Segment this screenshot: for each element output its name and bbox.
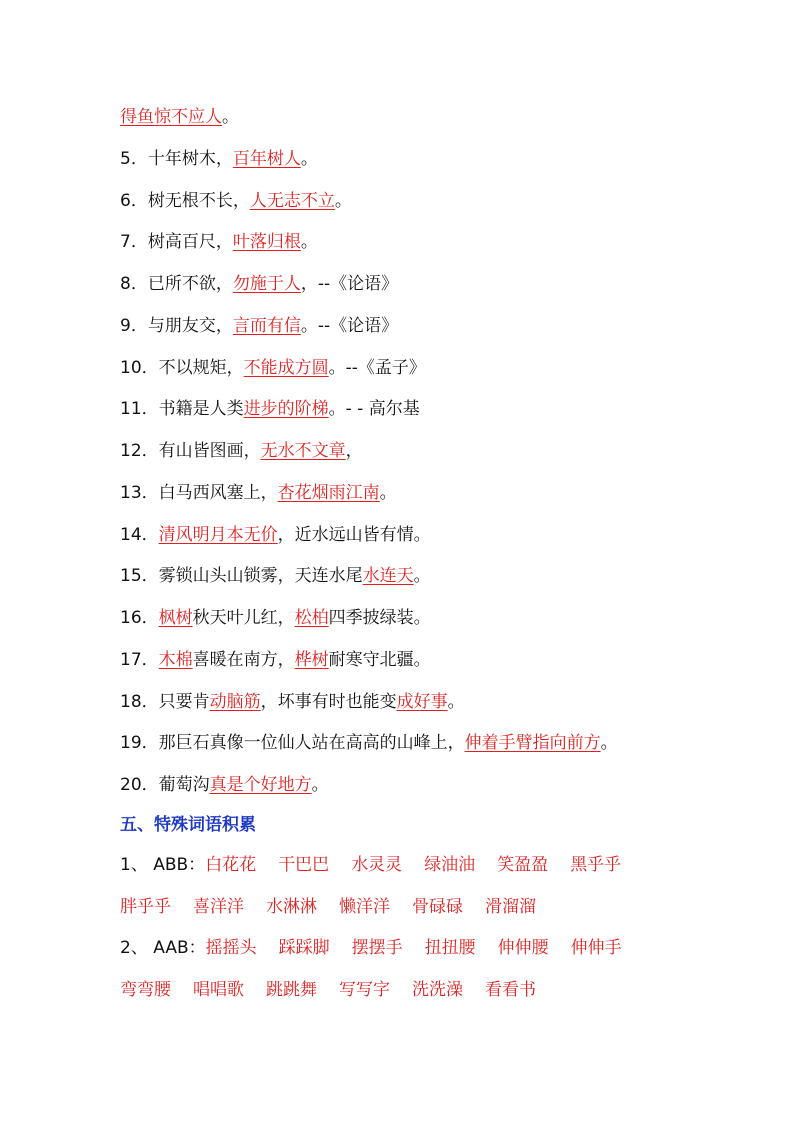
word-item: 干巴巴 bbox=[278, 855, 330, 875]
proverb-line bbox=[120, 102, 239, 132]
line-text: 。 bbox=[379, 483, 397, 503]
word-item: 扭扭腰 bbox=[424, 938, 476, 958]
answer-text: 动脑筋 bbox=[209, 692, 261, 712]
line-text: 9．与朋友交， bbox=[120, 316, 233, 336]
proverb-line bbox=[120, 561, 431, 591]
answer-text: 枫树 bbox=[158, 608, 193, 628]
word-item: 唱唱歌 bbox=[193, 980, 244, 1000]
line-text: 10．不以规矩， bbox=[120, 358, 244, 378]
word-item: 笑盈盈 bbox=[497, 855, 549, 875]
section-heading: 五、特殊词语积累 bbox=[120, 815, 256, 835]
line-text: 。- - 高尔基 bbox=[328, 399, 420, 419]
line-text: 17． bbox=[120, 650, 159, 670]
line-text: 秋天叶儿红， bbox=[192, 608, 295, 628]
word-item: 写写字 bbox=[339, 980, 390, 1000]
line-text: ，--《论语》 bbox=[300, 274, 399, 294]
line-text: ，近水远山皆有情。 bbox=[277, 525, 431, 545]
answer-text: 叶落归根 bbox=[232, 232, 301, 252]
line-text: 20．葡萄沟 bbox=[120, 775, 210, 795]
word-item: 洗洗澡 bbox=[412, 980, 463, 1000]
proverb-line bbox=[120, 728, 618, 758]
word-item: 伸伸手 bbox=[570, 938, 622, 958]
answer-text: 无水不文章 bbox=[260, 441, 346, 461]
answer-text: 桦树 bbox=[294, 650, 329, 670]
word-item: 摆摆手 bbox=[351, 938, 403, 958]
abb-words-row2 bbox=[120, 897, 558, 917]
line-text: 。 bbox=[447, 692, 465, 712]
answer-text: 勿施于人 bbox=[232, 274, 301, 294]
proverb-line bbox=[120, 353, 426, 383]
word-item: 绿油油 bbox=[424, 855, 476, 875]
answer-text: 人无志不立 bbox=[249, 191, 335, 211]
answer-text: 水连天 bbox=[362, 566, 414, 586]
answer-text: 言而有信 bbox=[232, 316, 301, 336]
proverb-line bbox=[120, 186, 352, 216]
line-text: 7．树高百尺， bbox=[120, 232, 233, 252]
line-text: 。 bbox=[413, 566, 431, 586]
line-text: 13．白马西风塞上， bbox=[120, 483, 278, 503]
answer-text: 进步的阶梯 bbox=[243, 399, 329, 419]
aab-row-2 bbox=[120, 975, 558, 1005]
proverb-line bbox=[120, 645, 431, 675]
word-item: 懒洋洋 bbox=[339, 897, 390, 917]
abb-row-2 bbox=[120, 892, 558, 922]
proverb-line bbox=[120, 603, 431, 633]
word-item: 水灵灵 bbox=[351, 855, 403, 875]
word-item: 跳跳舞 bbox=[266, 980, 317, 1000]
line-text: 14． bbox=[120, 525, 159, 545]
answer-text: 木棉 bbox=[158, 650, 193, 670]
answer-text: 得鱼惊不应人 bbox=[120, 107, 222, 127]
word-item: 胖乎乎 bbox=[120, 897, 171, 917]
line-text: 16． bbox=[120, 608, 159, 628]
aab-words-row2 bbox=[120, 980, 558, 1000]
proverb-line bbox=[120, 269, 398, 299]
proverb-line bbox=[120, 311, 398, 341]
word-item: 水淋淋 bbox=[266, 897, 317, 917]
aab-row-1 bbox=[120, 933, 644, 963]
line-text: 。 bbox=[334, 191, 352, 211]
answer-text: 成好事 bbox=[396, 692, 448, 712]
answer-text: 松柏 bbox=[294, 608, 329, 628]
answer-text: 真是个好地方 bbox=[209, 775, 312, 795]
word-item: 黑乎乎 bbox=[570, 855, 622, 875]
abb-row-1 bbox=[120, 850, 643, 880]
line-text: 19．那巨石真像一位仙人站在高高的山峰上， bbox=[120, 733, 465, 753]
word-item: 喜洋洋 bbox=[193, 897, 244, 917]
word-item: 弯弯腰 bbox=[120, 980, 171, 1000]
word-item: 伸伸腰 bbox=[497, 938, 549, 958]
line-text: 。 bbox=[300, 149, 318, 169]
proverb-line bbox=[120, 227, 318, 257]
line-text: 15．雾锁山头山锁雾，天连水尾 bbox=[120, 566, 363, 586]
line-text: 。--《孟子》 bbox=[328, 358, 426, 378]
line-text: 耐寒守北疆。 bbox=[328, 650, 431, 670]
line-text: 5．十年树木， bbox=[120, 149, 233, 169]
proverb-line bbox=[120, 436, 363, 466]
word-item: 看看书 bbox=[485, 980, 536, 1000]
line-text: 。 bbox=[311, 775, 329, 795]
line-text: 11．书籍是人类 bbox=[120, 399, 244, 419]
line-text: 喜暖在南方， bbox=[192, 650, 295, 670]
line-text: 。--《论语》 bbox=[300, 316, 399, 336]
answer-text: 清风明月本无价 bbox=[158, 525, 278, 545]
answer-text: 不能成方圆 bbox=[243, 358, 329, 378]
proverb-line bbox=[120, 478, 397, 508]
line-text: 12．有山皆图画， bbox=[120, 441, 261, 461]
abb-words-row1 bbox=[205, 855, 643, 875]
word-item: 踩踩脚 bbox=[278, 938, 330, 958]
proverb-line bbox=[120, 687, 465, 717]
word-item: 摇摇头 bbox=[205, 938, 257, 958]
line-text: 。 bbox=[600, 733, 618, 753]
line-text: ，坏事有时也能变 bbox=[260, 692, 397, 712]
word-item: 滑溜溜 bbox=[485, 897, 536, 917]
line-text: 。 bbox=[300, 232, 318, 252]
line-text: 6．树无根不长， bbox=[120, 191, 250, 211]
abb-label: 1、 ABB： bbox=[120, 855, 206, 875]
answer-text: 伸着手臂指向前方 bbox=[464, 733, 601, 753]
word-item: 骨碌碌 bbox=[412, 897, 463, 917]
aab-label: 2、 AAB： bbox=[120, 938, 206, 958]
proverb-line bbox=[120, 770, 329, 800]
line-text: 18．只要肯 bbox=[120, 692, 210, 712]
line-text: 8．已所不欲， bbox=[120, 274, 233, 294]
line-text: ， bbox=[345, 441, 363, 461]
line-text: 四季披绿装。 bbox=[328, 608, 431, 628]
aab-words-row1 bbox=[206, 938, 644, 958]
proverb-line bbox=[120, 520, 431, 550]
answer-text: 百年树人 bbox=[232, 149, 301, 169]
word-item: 白花花 bbox=[205, 855, 257, 875]
line-text: 。 bbox=[222, 107, 239, 127]
proverb-line bbox=[120, 144, 318, 174]
proverb-line bbox=[120, 394, 420, 424]
answer-text: 杏花烟雨江南 bbox=[277, 483, 380, 503]
